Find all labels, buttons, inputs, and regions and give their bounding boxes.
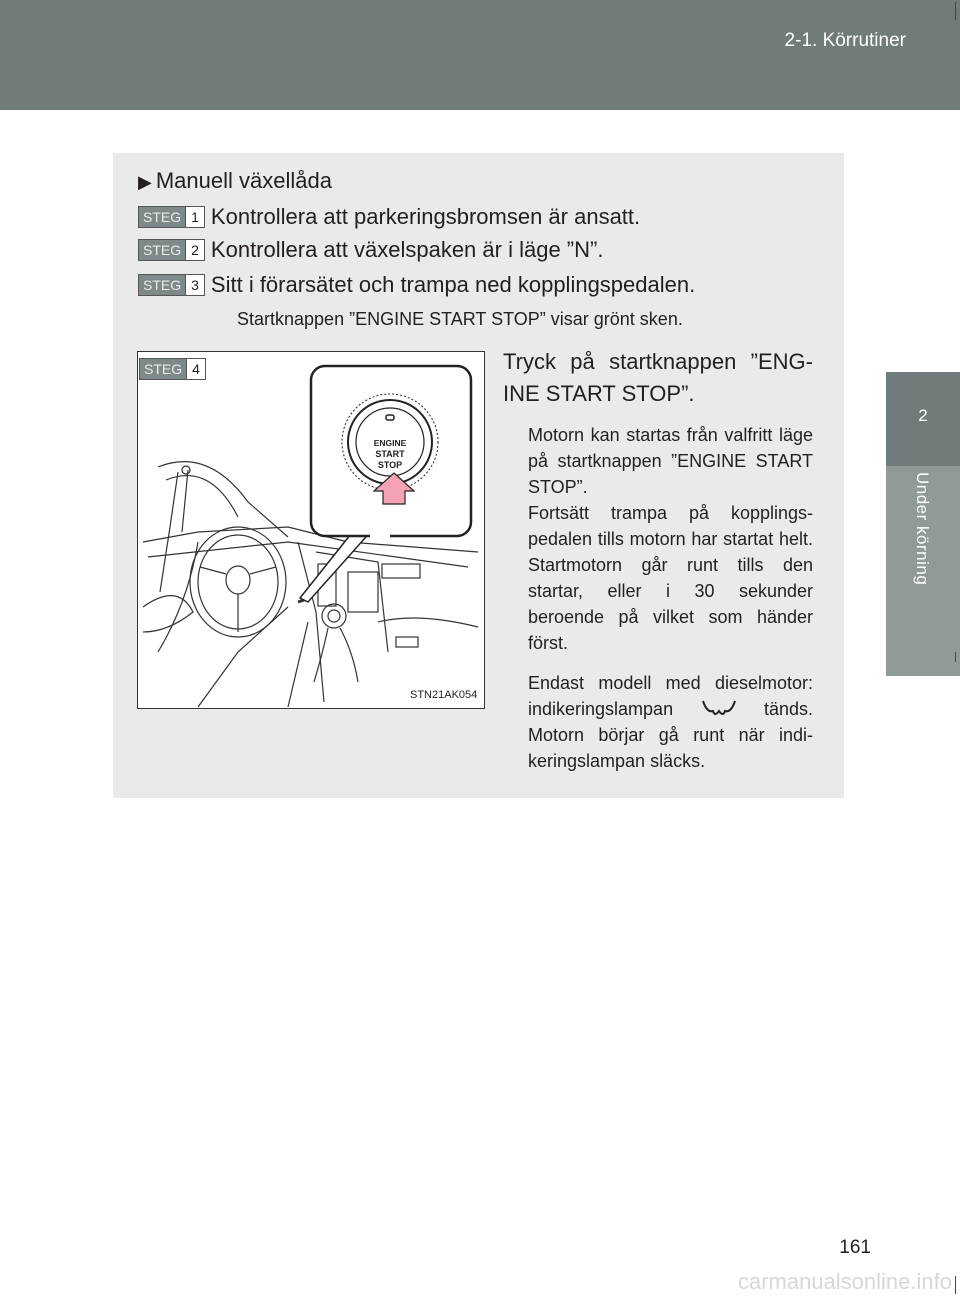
badge-word: STEG bbox=[139, 207, 185, 227]
badge-word: STEG bbox=[139, 275, 185, 295]
page-header bbox=[0, 0, 960, 110]
step-text: Sitt i förarsätet och trampa ned kopplingspedalen. bbox=[210, 272, 696, 297]
diesel-note-end: tänds. Motorn börjar gå runt när indi-keringslampan släcks. bbox=[528, 699, 813, 771]
watermark: carmanualsonline.info bbox=[737, 1269, 952, 1294]
badge-number: 2 bbox=[185, 240, 204, 260]
engine-button-line1: ENGINE bbox=[373, 438, 407, 448]
step-badge bbox=[138, 206, 205, 228]
glow-plug-icon bbox=[697, 699, 741, 721]
heading-text: Manuell växellåda bbox=[155, 168, 332, 193]
engine-button-line3: STOP bbox=[377, 460, 403, 470]
section-title: 2-1. Körrutiner bbox=[784, 30, 906, 51]
step-4-paragraph-2: Fortsätt trampa på kopplings-pedalen tills motorn har startat helt. Startmotorn går runt tills den startar, eller i 30 sekunder beroende på vilket som händer först. bbox=[528, 503, 813, 653]
step-4-paragraph-3 bbox=[528, 670, 813, 774]
badge-word: STEG bbox=[139, 240, 185, 260]
diesel-note-start: Endast modell med dieselmotor: indikeringslampan bbox=[528, 673, 813, 719]
section-heading bbox=[138, 168, 332, 194]
engine-button-line2: START bbox=[375, 449, 405, 459]
crop-mark bbox=[955, 2, 956, 20]
chapter-number: 2 bbox=[918, 406, 928, 425]
badge-number: 1 bbox=[185, 207, 204, 227]
dashboard-drawing bbox=[138, 352, 484, 708]
page-number: 161 bbox=[839, 1237, 871, 1258]
step-4-paragraph-1: Motorn kan startas från valfritt läge på startknappen ”ENGINE START STOP”. bbox=[528, 425, 813, 497]
chapter-label: Under körning bbox=[913, 472, 932, 586]
badge-word: STEG bbox=[140, 359, 186, 379]
step-2 bbox=[138, 237, 603, 263]
triangle-right-icon: ▶ bbox=[138, 172, 152, 192]
step-3-note: Startknappen ”ENGINE START STOP” visar grönt sken. bbox=[237, 309, 683, 329]
chapter-tab bbox=[886, 372, 960, 466]
badge-number: 4 bbox=[186, 359, 205, 379]
step-text: Kontrollera att parkeringsbromsen är ansatt. bbox=[210, 204, 641, 229]
step-4-text: Tryck på startknappen ”ENG-INE START STOP”. bbox=[503, 349, 813, 406]
step-badge bbox=[138, 239, 205, 261]
crop-mark bbox=[955, 1276, 956, 1294]
step-text: Kontrollera att växelspaken är i läge ”N”. bbox=[210, 237, 604, 262]
step-badge bbox=[138, 274, 205, 296]
crop-mark bbox=[955, 652, 956, 662]
badge-number: 3 bbox=[185, 275, 204, 295]
chapter-tab-body bbox=[886, 466, 960, 676]
figure-code: STN21AK054 bbox=[410, 689, 478, 701]
step-3 bbox=[138, 272, 695, 298]
dashboard-illustration bbox=[137, 351, 485, 709]
step-1 bbox=[138, 204, 640, 230]
